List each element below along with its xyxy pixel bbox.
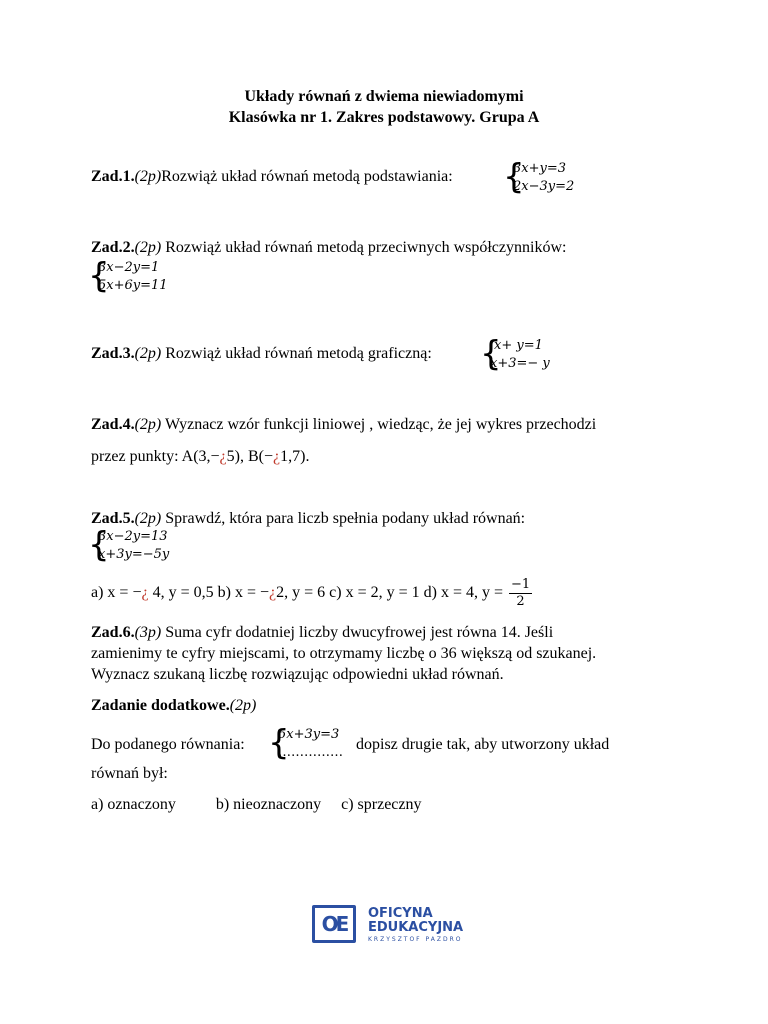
- task-text: Sprawdź, która para liczb spełnia podany układ równań:: [161, 510, 526, 527]
- task-points: (2p): [134, 345, 162, 362]
- marker-glyph: ¿: [219, 448, 227, 465]
- bonus-title: Zadanie dodatkowe.: [91, 697, 230, 714]
- point-a-end: 5),: [226, 448, 248, 465]
- equation-2: x+3=− y: [490, 356, 550, 371]
- bonus-line2: równań był:: [91, 765, 168, 782]
- task-label: Zad.6.: [91, 624, 135, 641]
- equation-2: 2x−3y=2: [513, 179, 575, 194]
- task-label: Zad.4.: [91, 416, 135, 433]
- bonus-heading: [91, 697, 256, 715]
- bonus-line1-suffix: dopisz drugie tak, aby utworzony układ: [356, 736, 610, 753]
- task-points: (2p): [134, 510, 162, 527]
- brace-icon: {: [88, 256, 110, 296]
- marker-glyph: ¿: [273, 448, 281, 465]
- task-points: (3p): [134, 624, 162, 641]
- logo-mark-icon: OE: [312, 905, 356, 943]
- task-2: [91, 239, 566, 257]
- task-label: Zad.2.: [91, 239, 135, 256]
- brace-icon: {: [88, 525, 110, 565]
- logo-line3: KRZYSZTOF PAZDRO: [368, 936, 463, 943]
- option-a: a) x = −: [91, 584, 142, 601]
- task-4: [91, 416, 596, 434]
- equation-1: x+ y=1: [494, 338, 543, 353]
- task-points: (2p): [134, 416, 162, 433]
- logo-line2: EDUKACYJNA: [368, 920, 464, 935]
- fraction-denominator: 2: [516, 593, 525, 609]
- bonus-points: (2p): [229, 697, 257, 714]
- page-title: Układy równań z dwiema niewiadomymi: [244, 88, 524, 105]
- task-text: Suma cyfr dodatniej liczby dwucyfrowej jest równa 14. Jeśli: [161, 624, 554, 641]
- equation-2: 5x+6y=11: [98, 278, 168, 293]
- task-1: [91, 168, 453, 186]
- point-a: A(3,−: [181, 448, 220, 465]
- bonus-line1-prefix: Do podanego równania:: [91, 736, 245, 753]
- logo-line1: OFICYNA: [368, 906, 433, 921]
- task-label: Zad.1.: [91, 168, 135, 185]
- fraction: [509, 577, 532, 610]
- marker-glyph: ¿: [269, 584, 277, 601]
- equation-1: 3x−2y=1: [98, 260, 160, 275]
- point-b: B(−: [247, 448, 274, 465]
- publisher-logo: [312, 905, 472, 947]
- line-prefix: przez punkty:: [91, 448, 182, 465]
- task-4-line2: [91, 448, 309, 466]
- bonus-options: a) oznaczony b) nieoznaczony c) sprzeczny: [91, 796, 422, 813]
- equation-1: 3x−2y=13: [98, 529, 168, 544]
- equation-1: 5x+3y=3: [278, 727, 340, 742]
- task-points: (2p): [134, 239, 162, 256]
- marker-glyph: ¿: [141, 584, 149, 601]
- task-text: Rozwiąż układ równań metodą graficzną:: [161, 345, 432, 362]
- task-label: Zad.3.: [91, 345, 135, 362]
- task-6: [91, 624, 553, 642]
- equation-1: 3x+y=3: [513, 161, 567, 176]
- equation-2: x+3y=−5y: [98, 547, 170, 562]
- task-5: [91, 510, 525, 528]
- brace-icon: {: [268, 723, 290, 763]
- fraction-numerator: −1: [510, 576, 531, 592]
- task-text: Rozwiąż układ równań metodą przeciwnych współczynników:: [161, 239, 567, 256]
- task-6-line3: Wyznacz szukaną liczbę rozwiązując odpowiedni układ równań.: [91, 666, 504, 683]
- task-6-line2: zamienimy te cyfry miejscami, to otrzymamy liczbę o 36 większą od szukanej.: [91, 645, 597, 662]
- task-3: [91, 345, 432, 363]
- task-5-options: [91, 576, 532, 610]
- task-points: (2p): [134, 168, 162, 185]
- task-text: Wyznacz wzór funkcji liniowej , wiedząc, że jej wykres przechodzi: [161, 416, 597, 433]
- brace-icon: {: [503, 157, 525, 197]
- point-b-end: 1,7).: [280, 448, 310, 465]
- equation-2-blank: ……………: [278, 745, 343, 760]
- page-subtitle: Klasówka nr 1. Zakres podstawowy. Grupa A: [228, 109, 540, 126]
- task-text: Rozwiąż układ równań metodą podstawiania:: [161, 168, 453, 185]
- brace-icon: {: [480, 334, 502, 374]
- option-b-rest: 2, y = 6 c) x = 2, y = 1 d) x = 4, y =: [276, 584, 507, 601]
- option-a-rest: 4, y = 0,5 b) x = −: [148, 584, 269, 601]
- task-label: Zad.5.: [91, 510, 135, 527]
